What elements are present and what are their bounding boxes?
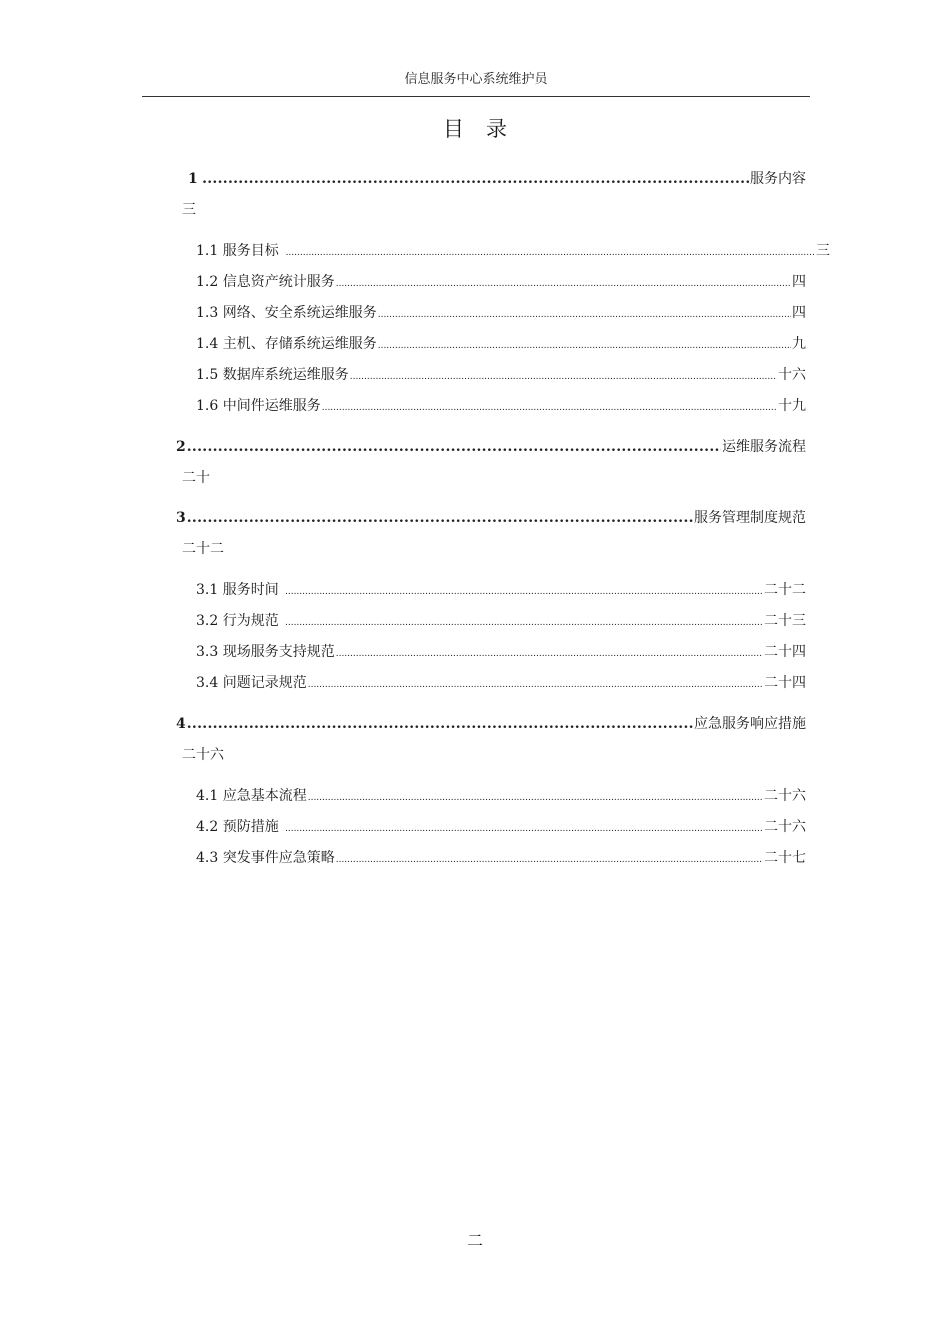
toc-entry-label: 服务内容	[750, 171, 806, 187]
toc-entry-1-2[interactable]	[196, 271, 806, 293]
toc-entry-page: 十六	[778, 367, 806, 383]
toc-entry-label: 突发事件应急策略	[222, 850, 335, 866]
toc-entry-number: 1.6	[196, 398, 219, 414]
toc-leader	[308, 674, 763, 696]
toc-entry-page: 二十六	[764, 819, 806, 835]
toc-entry-label: 信息资产统计服务	[222, 274, 335, 290]
toc-entry-page: 二十	[182, 470, 210, 486]
toc-entry-number: 1.3	[196, 305, 219, 321]
toc-leader	[336, 643, 763, 665]
toc-entry-page: 二十三	[764, 613, 806, 629]
toc-leader	[202, 168, 749, 190]
toc-leader	[187, 713, 693, 735]
toc-title: 目录	[443, 117, 529, 141]
toc-entry-number: 3.1	[196, 582, 219, 598]
toc-leader	[187, 507, 693, 529]
toc-entry-label: 服务时间	[222, 582, 279, 598]
header-text: 信息服务中心系统维护员	[404, 72, 548, 87]
toc-entry-number: 1.1	[196, 243, 219, 259]
toc-entry-label: 行为规范	[222, 613, 279, 629]
toc-entry-label: 现场服务支持规范	[222, 644, 335, 660]
toc-entry-page: 二十二	[182, 541, 224, 557]
toc-entry-number: 1.2	[196, 274, 219, 290]
toc-entry-4-1[interactable]	[196, 785, 806, 807]
toc-entry-page: 四	[792, 274, 806, 290]
toc-entry-1-3[interactable]	[196, 302, 806, 324]
toc-entry-label: 应急基本流程	[222, 788, 307, 804]
toc-entry-page: 十九	[778, 398, 806, 414]
toc-entry-label: 服务目标	[222, 243, 279, 259]
toc-entry-number: 3.4	[196, 675, 219, 691]
toc-entry-page: 二十七	[764, 850, 806, 866]
toc-leader	[187, 436, 721, 458]
toc-entry-3-1[interactable]	[196, 579, 806, 601]
toc-entry-page: 四	[792, 305, 806, 321]
toc-entry-number: 3.2	[196, 613, 219, 629]
toc-entry-ch3[interactable]	[176, 507, 806, 529]
toc-entry-ch2[interactable]	[176, 436, 806, 458]
toc-entry-page: 九	[792, 336, 806, 352]
toc-entry-label: 数据库系统运维服务	[222, 367, 349, 383]
toc-entry-page: 三	[182, 202, 196, 218]
toc-leader	[322, 397, 777, 419]
toc-entry-3-3[interactable]	[196, 641, 806, 663]
toc-entry-label: 中间件运维服务	[222, 398, 321, 414]
toc-entry-1-1[interactable]	[196, 240, 830, 262]
toc-entry-number: 3.3	[196, 644, 219, 660]
toc-entry-number: 2	[176, 439, 186, 455]
toc-leader	[336, 273, 791, 295]
toc-entry-page: 二十六	[182, 747, 224, 763]
toc-entry-page: 二十四	[764, 675, 806, 691]
toc-entry-label: 应急服务响应措施	[694, 716, 806, 732]
toc-entry-ch4[interactable]	[176, 713, 806, 735]
toc-entry-label: 问题记录规范	[222, 675, 307, 691]
toc-entry-3-2[interactable]	[196, 610, 806, 632]
toc-entry-1-6[interactable]	[196, 395, 806, 417]
toc-entry-number: 4.1	[196, 788, 219, 804]
toc-leader	[336, 849, 763, 871]
toc-entry-number: 1.4	[196, 336, 219, 352]
toc-entry-1-5[interactable]	[196, 364, 806, 386]
toc-entry-label: 主机、存储系统运维服务	[222, 336, 377, 352]
toc-leader	[286, 242, 815, 264]
toc-entry-label: 预防措施	[222, 819, 279, 835]
toc-entry-3-4[interactable]	[196, 672, 806, 694]
toc-entry-number: 1.5	[196, 367, 219, 383]
toc-entry-ch1[interactable]	[188, 168, 806, 190]
toc-leader	[285, 612, 763, 634]
toc-leader	[378, 304, 791, 326]
toc-entry-label: 网络、安全系统运维服务	[222, 305, 377, 321]
toc-entry-page: 二十四	[764, 644, 806, 660]
toc-entry-number: 4	[176, 716, 186, 732]
toc-entry-number: 4.3	[196, 850, 219, 866]
toc-entry-4-2[interactable]	[196, 816, 806, 838]
toc-leader	[378, 335, 791, 357]
toc-entry-4-3[interactable]	[196, 847, 806, 869]
toc-entry-page: 三	[816, 243, 830, 259]
toc-leader	[285, 818, 763, 840]
toc-leader	[350, 366, 777, 388]
toc-leader	[308, 787, 763, 809]
toc-entry-label: 服务管理制度规范	[694, 510, 806, 526]
toc-entry-number: 3	[176, 510, 186, 526]
toc-entry-page: 二十六	[764, 788, 806, 804]
toc-entry-label: 运维服务流程	[722, 439, 806, 455]
toc-entry-1-4[interactable]	[196, 333, 806, 355]
page-header	[142, 70, 810, 97]
toc-entry-number: 1	[188, 171, 198, 187]
toc-entry-page: 二十二	[764, 582, 806, 598]
toc-leader	[285, 581, 763, 603]
page-number: 二	[466, 1231, 483, 1250]
toc-entry-number: 4.2	[196, 819, 219, 835]
